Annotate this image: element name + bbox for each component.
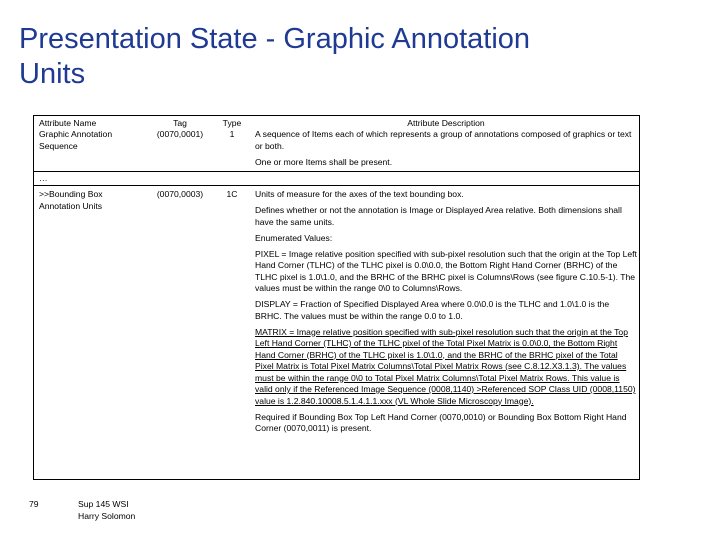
row2-description-para: DISPLAY = Fraction of Specified Displayed Area where 0.0\0.0 is the TLHC and 1.0\1.0 is the BRHC. The values must be within the range 0.0 to 1.0. xyxy=(255,299,610,321)
row1-description-para: A sequence of Items each of which represents a group of annotations composed of graphics or text or both. xyxy=(255,129,632,151)
ellipsis-row: … xyxy=(39,173,48,183)
header-type: Type xyxy=(222,118,242,128)
row-divider xyxy=(34,171,639,172)
footer-line-2: Harry Solomon xyxy=(78,510,136,521)
row2-description xyxy=(255,189,637,439)
title-line-2: Units xyxy=(19,58,86,90)
row2-tag: (0070,0003) xyxy=(156,189,204,199)
header-tag: Tag xyxy=(173,118,187,128)
row2-description-para: Defines whether or not the annotation is Image or Displayed Area relative. Both dimensions shall have the same units. xyxy=(255,205,622,227)
header-attribute-name: Attribute Name xyxy=(39,118,97,128)
row2-attribute-name: >>Bounding Box Annotation Units xyxy=(39,189,103,211)
row2-description-para: Units of measure for the axes of the text bounding box. xyxy=(255,189,464,199)
row1-description xyxy=(255,129,637,173)
header-attribute-description: Attribute Description xyxy=(407,118,485,128)
attribute-table xyxy=(33,115,640,480)
slide-title xyxy=(19,22,699,92)
row2-description-para: Required if Bounding Box Top Left Hand Corner (0070,0010) or Bounding Box Bottom Right Hand Corner (0070,0011) is present. xyxy=(255,411,627,433)
row2-description-para-added: MATRIX = Image relative position specified with sub-pixel resolution such that the origin at the Top Left Hand Corner (TLHC) of the TLHC pixel of the Total Pixel Matrix is 0.0\0.0, the Bottom Right Hand Corner (BRHC) of the TLHC pixel is 1.0\1.0, and the BRHC of the BRHC pixel of the Total Pixel Matrix is Total Pixel Matrix Columns\Total Pixel Matrix Rows (see C.8.12.X3.1.3). The values must be within the range 0\0 to Total Pixel Matrix Columns\Total Pixel Matrix Rows. This value is valid only if the Referenced Image Sequence (0008,1140) >Referenced SOP Class UID (0008,1150) value is 1.2.840.10008.5.1.4.1.1.xxx (VL Whole Slide Microscopy Image). xyxy=(255,326,636,406)
page-number: 79 xyxy=(29,499,39,509)
row2-description-para: PIXEL = Image relative position specified with sub-pixel resolution such that the origin at the Top Left Hand Corner (TLHC) of the TLHC pixel is 0.0\0.0, the Bottom Right Hand Corner (BRHC) of the TLHC pixel is 1.0\1.0, and the BRHC of the BRHC pixel is Columns\Rows (see figure C.10.5-1). The values must be within the range 0\0 to Columns\Rows. xyxy=(255,248,637,293)
row1-attribute-name: Graphic Annotation Sequence xyxy=(39,129,113,151)
footer-author xyxy=(78,499,135,522)
row-divider xyxy=(34,185,639,186)
row1-tag: (0070,0001) xyxy=(156,129,204,139)
row1-type: 1 xyxy=(229,129,235,139)
row2-type: 1C xyxy=(226,189,238,199)
title-line-1: Presentation State - Graphic Annotation xyxy=(19,23,531,55)
row2-description-para: Enumerated Values: xyxy=(255,232,333,243)
row1-description-para: One or more Items shall be present. xyxy=(255,156,393,167)
footer-line-1: Sup 145 WSI xyxy=(78,499,129,509)
